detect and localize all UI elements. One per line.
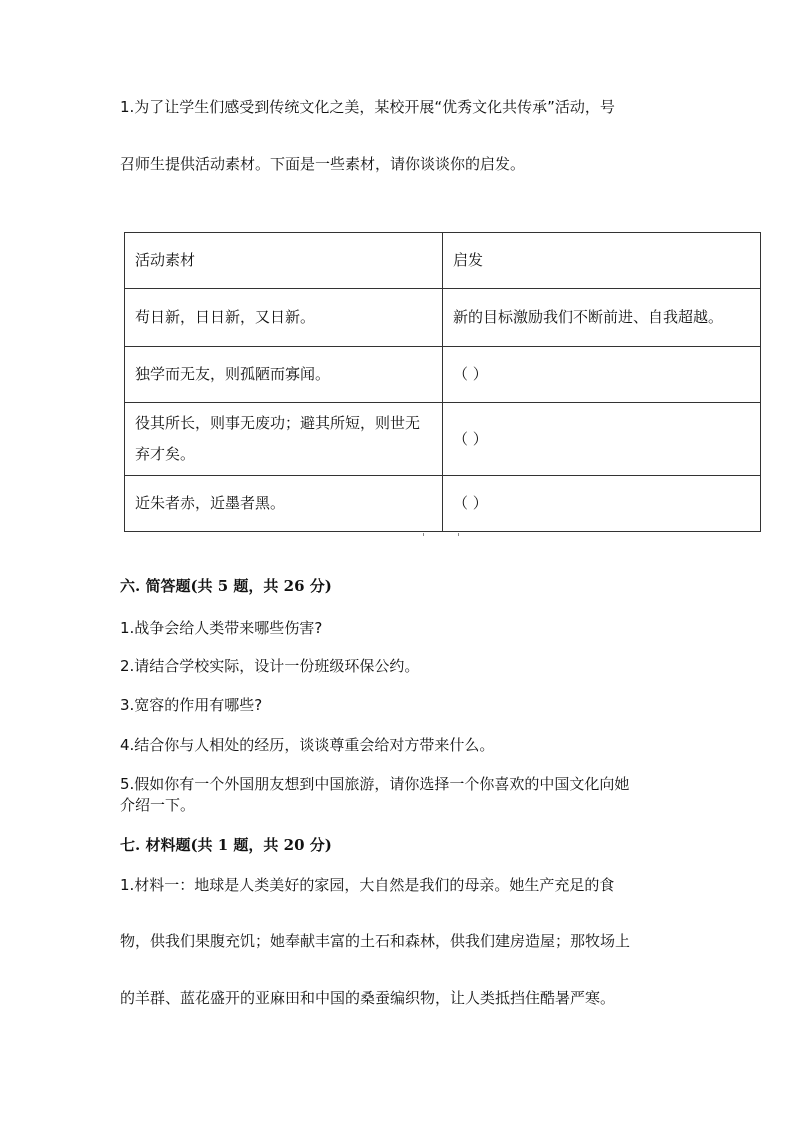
material-line-2: 物，供我们果腹充饥；她奉献丰富的土石和森林，供我们建房造屋；那牧场上 bbox=[120, 932, 631, 950]
material-cell-line: 弃才矣。 bbox=[135, 445, 196, 463]
question-5-line-1: 5.假如你有一个外国朋友想到中国旅游，请你选择一个你喜欢的中国文化向她 bbox=[120, 775, 630, 793]
header-insight: 启发 bbox=[443, 233, 761, 289]
intro-line-2: 召师生提供活动素材。下面是一些素材，请你谈谈你的启发。 bbox=[120, 155, 526, 173]
scan-mark bbox=[458, 533, 459, 536]
question-4: 4.结合你与人相处的经历，谈谈尊重会给对方带来什么。 bbox=[120, 736, 495, 754]
table-row bbox=[125, 403, 761, 476]
material-cell: 独学而无友，则孤陋而寡闻。 bbox=[125, 347, 443, 403]
insight-cell: 新的目标激励我们不断前进、自我超越。 bbox=[443, 289, 761, 347]
section-6-title: 六. 简答题(共 5 题，共 26 分) bbox=[120, 577, 332, 595]
table-row bbox=[125, 289, 761, 347]
material-cell-line: 役其所长，则事无废功；避其所短，则世无 bbox=[135, 414, 421, 432]
scan-mark bbox=[423, 533, 424, 536]
table-row bbox=[125, 476, 761, 532]
header-material: 活动素材 bbox=[125, 233, 443, 289]
material-line-3: 的羊群、蓝花盛开的亚麻田和中国的桑蚕编织物，让人类抵挡住酷暑严寒。 bbox=[120, 989, 616, 1007]
question-1: 1.战争会给人类带来哪些伤害? bbox=[120, 619, 323, 637]
question-2: 2.请结合学校实际，设计一份班级环保公约。 bbox=[120, 657, 420, 675]
material-table bbox=[124, 232, 761, 532]
insight-blank[interactable]: （ ） bbox=[443, 347, 761, 403]
insight-blank[interactable]: （ ） bbox=[443, 403, 761, 476]
material-line-1: 1.材料一：地球是人类美好的家园，大自然是我们的母亲。她生产充足的食 bbox=[120, 876, 615, 894]
table-row bbox=[125, 347, 761, 403]
table-header-row bbox=[125, 233, 761, 289]
section-7-title: 七. 材料题(共 1 题，共 20 分) bbox=[120, 836, 332, 854]
question-3: 3.宽容的作用有哪些? bbox=[120, 696, 263, 714]
question-5-line-2: 介绍一下。 bbox=[120, 796, 196, 814]
insight-blank[interactable]: （ ） bbox=[443, 476, 761, 532]
material-cell bbox=[125, 403, 443, 476]
material-cell: 近朱者赤，近墨者黑。 bbox=[125, 476, 443, 532]
intro-line-1: 1.为了让学生们感受到传统文化之美，某校开展“优秀文化共传承”活动，号 bbox=[120, 98, 615, 116]
material-cell: 苟日新，日日新，又日新。 bbox=[125, 289, 443, 347]
